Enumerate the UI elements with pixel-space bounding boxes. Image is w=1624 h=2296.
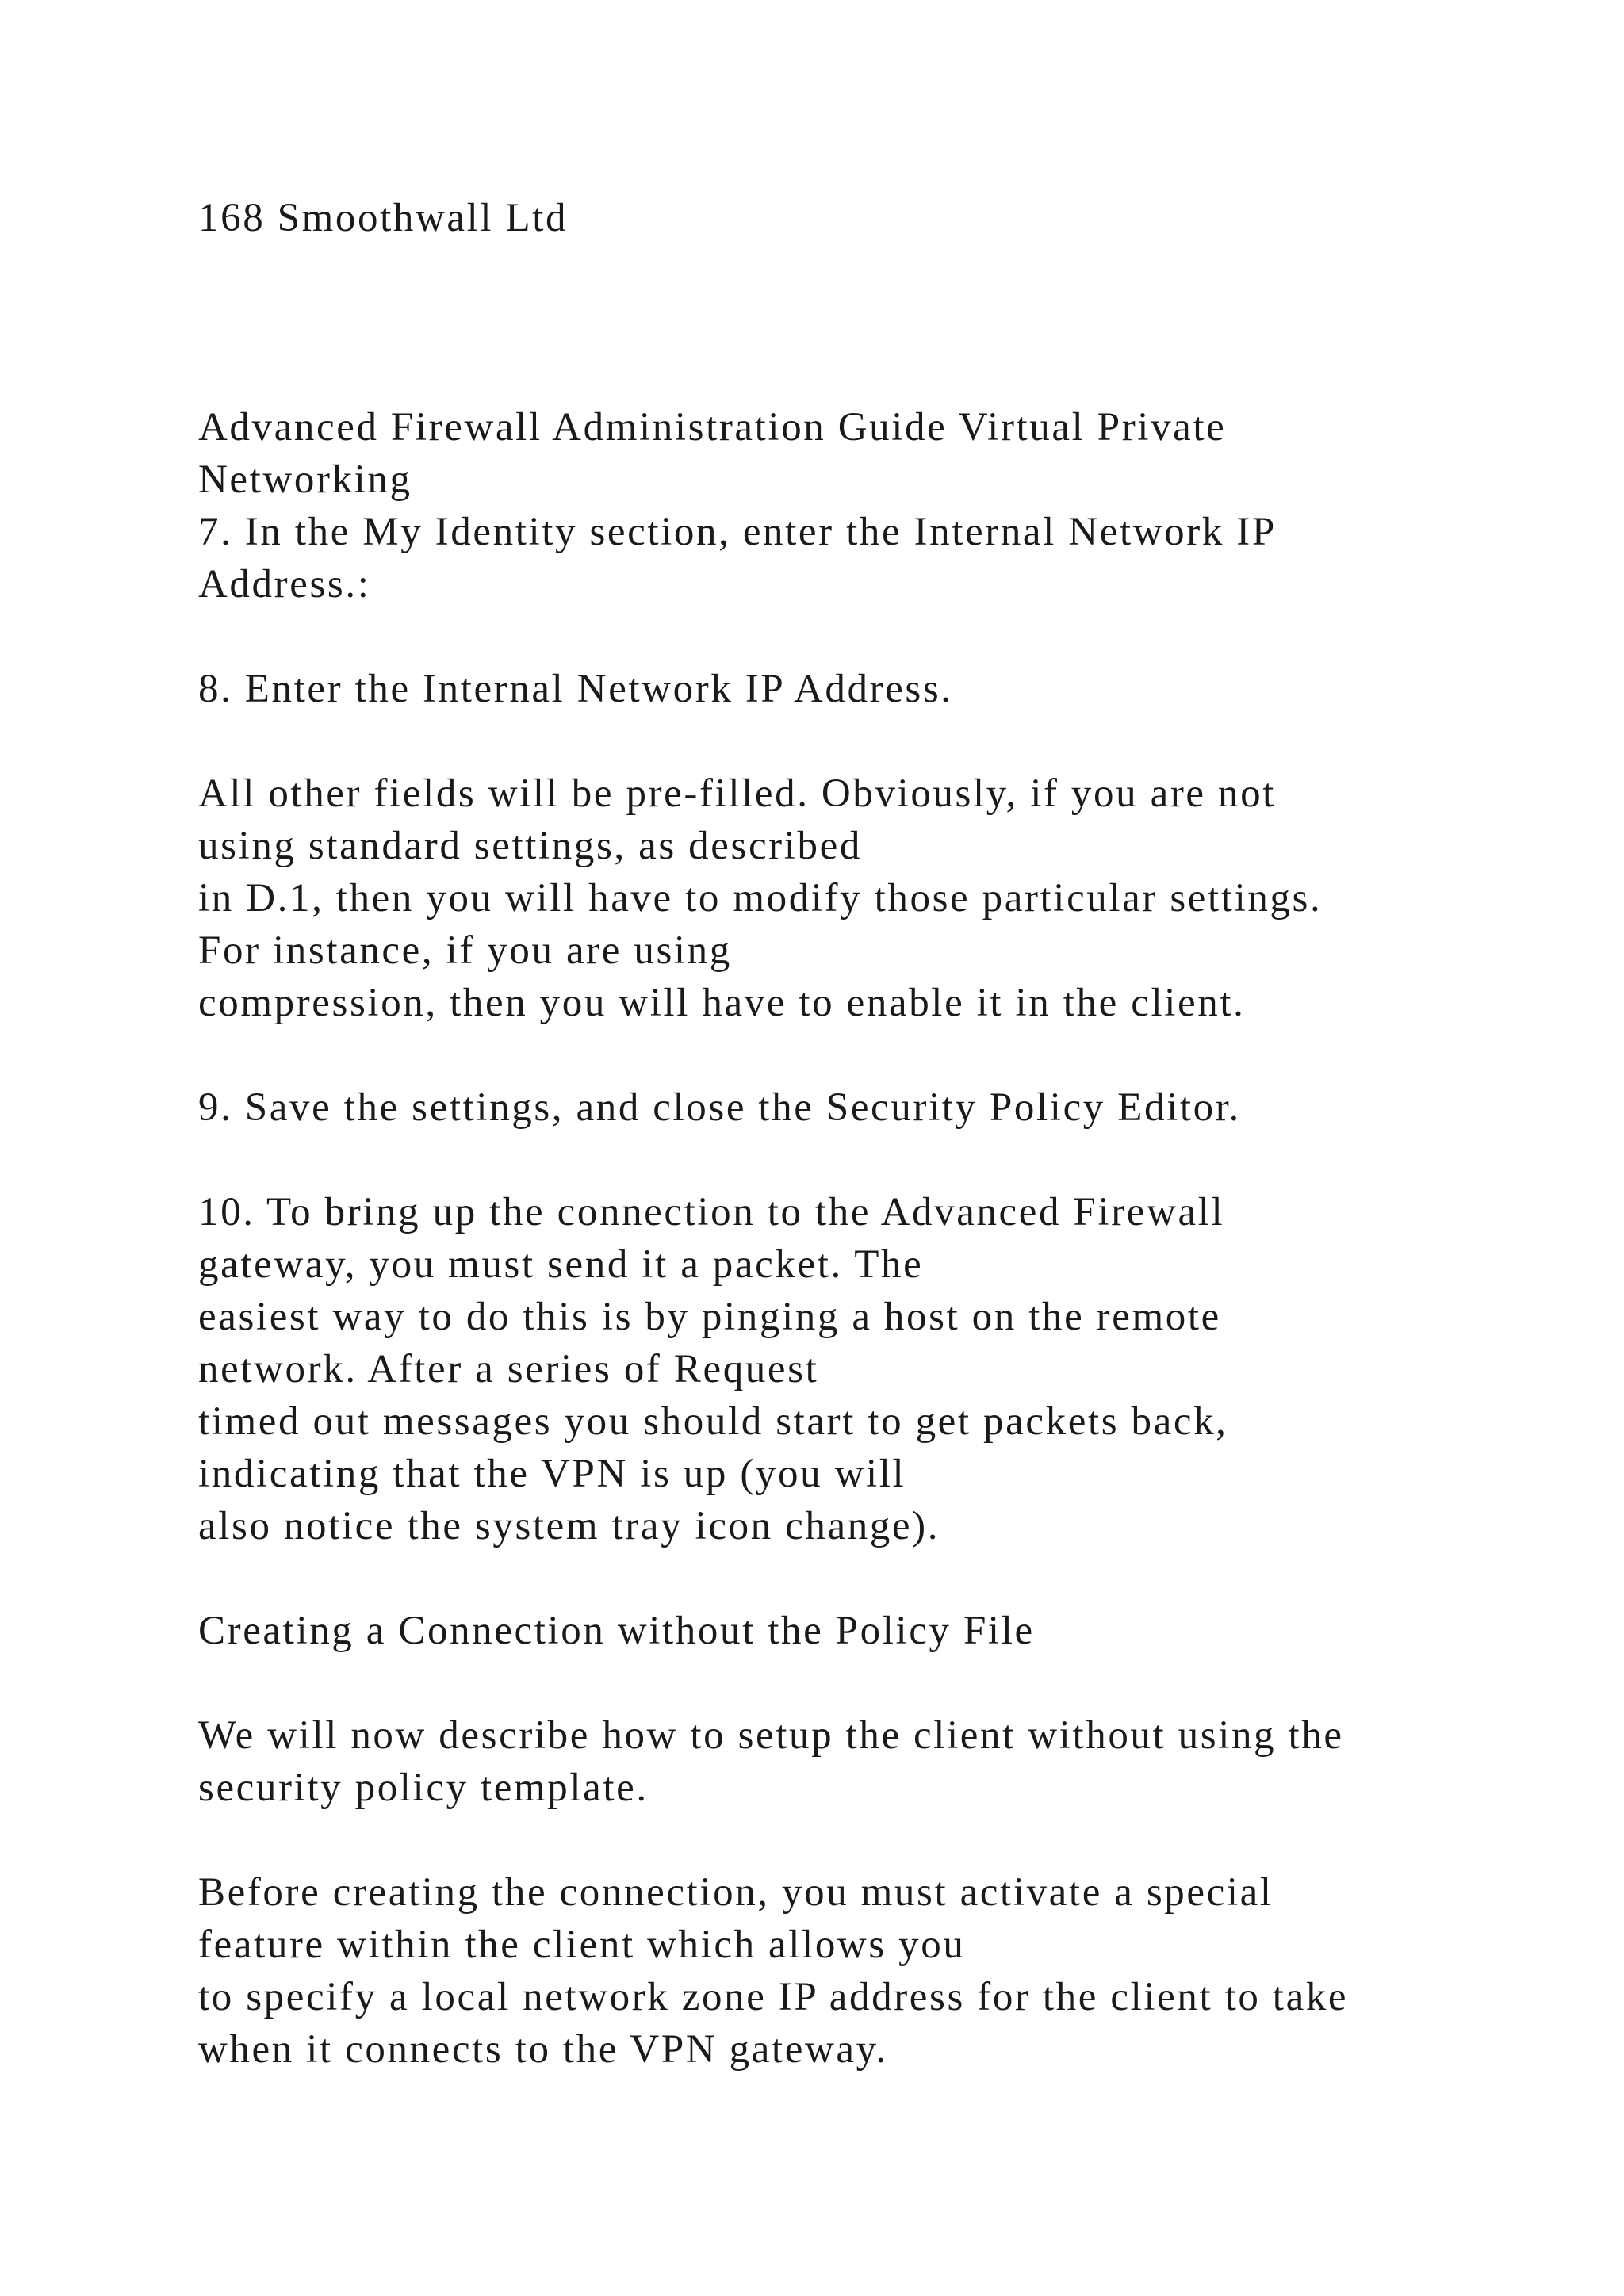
step-10-line: network. After a series of Request: [198, 1347, 819, 1391]
paragraph-line: Before creating the connection, you must activate a special: [198, 1870, 1274, 1915]
spacer: [198, 244, 1507, 401]
paragraph-line: using standard settings, as described: [198, 824, 862, 868]
paragraph-line: feature within the client which allows you: [198, 1923, 966, 1967]
step-10-line: indicating that the VPN is up (you will: [198, 1452, 906, 1496]
step-10-line: 10. To bring up the connection to the Advanced Firewall: [198, 1190, 1225, 1234]
paragraph-line: when it connects to the VPN gateway.: [198, 2027, 888, 2072]
section-heading: Creating a Connection without the Policy File: [198, 1609, 1035, 1653]
step-10-line: timed out messages you should start to get packets back,: [198, 1399, 1228, 1444]
paragraph-line: All other fields will be pre-filled. Obviously, if you are not: [198, 771, 1276, 816]
spacer: [198, 1552, 1507, 1605]
document-body: [198, 192, 1507, 2076]
paragraph-line: security policy template.: [198, 1766, 649, 1810]
page-header: 168 Smoothwall Ltd: [198, 196, 569, 240]
step-10-line: easiest way to do this is by pinging a host on the remote: [198, 1295, 1221, 1339]
title-line: Advanced Firewall Administration Guide Virtual Private: [198, 405, 1227, 450]
step-10: [198, 1186, 1507, 1552]
step-10-line: gateway, you must send it a packet. The: [198, 1242, 924, 1287]
spacer: [198, 610, 1507, 663]
step-7: [198, 506, 1507, 610]
step-7-line: Address.:: [198, 562, 371, 607]
spacer: [198, 1657, 1507, 1709]
spacer: [198, 1814, 1507, 1866]
paragraph-before: [198, 1866, 1507, 2076]
spacer: [198, 1134, 1507, 1186]
step-8: 8. Enter the Internal Network IP Address.: [198, 667, 953, 711]
paragraph-line: For instance, if you are using: [198, 928, 732, 973]
paragraph-line: We will now describe how to setup the client without using the: [198, 1713, 1344, 1758]
document-title: [198, 401, 1507, 506]
step-7-line: 7. In the My Identity section, enter the Internal Network IP: [198, 510, 1277, 554]
title-line: Networking: [198, 457, 412, 502]
spacer: [198, 1029, 1507, 1081]
paragraph-line: compression, then you will have to enable it in the client.: [198, 981, 1246, 1025]
spacer: [198, 715, 1507, 767]
paragraph-line: to specify a local network zone IP address for the client to take: [198, 1975, 1349, 2019]
step-9: 9. Save the settings, and close the Security Policy Editor.: [198, 1085, 1241, 1130]
paragraph-prefilled: [198, 767, 1507, 1029]
paragraph-line: in D.1, then you will have to modify those particular settings.: [198, 876, 1323, 920]
paragraph-describe: [198, 1709, 1507, 1814]
step-10-line: also notice the system tray icon change).: [198, 1504, 940, 1548]
